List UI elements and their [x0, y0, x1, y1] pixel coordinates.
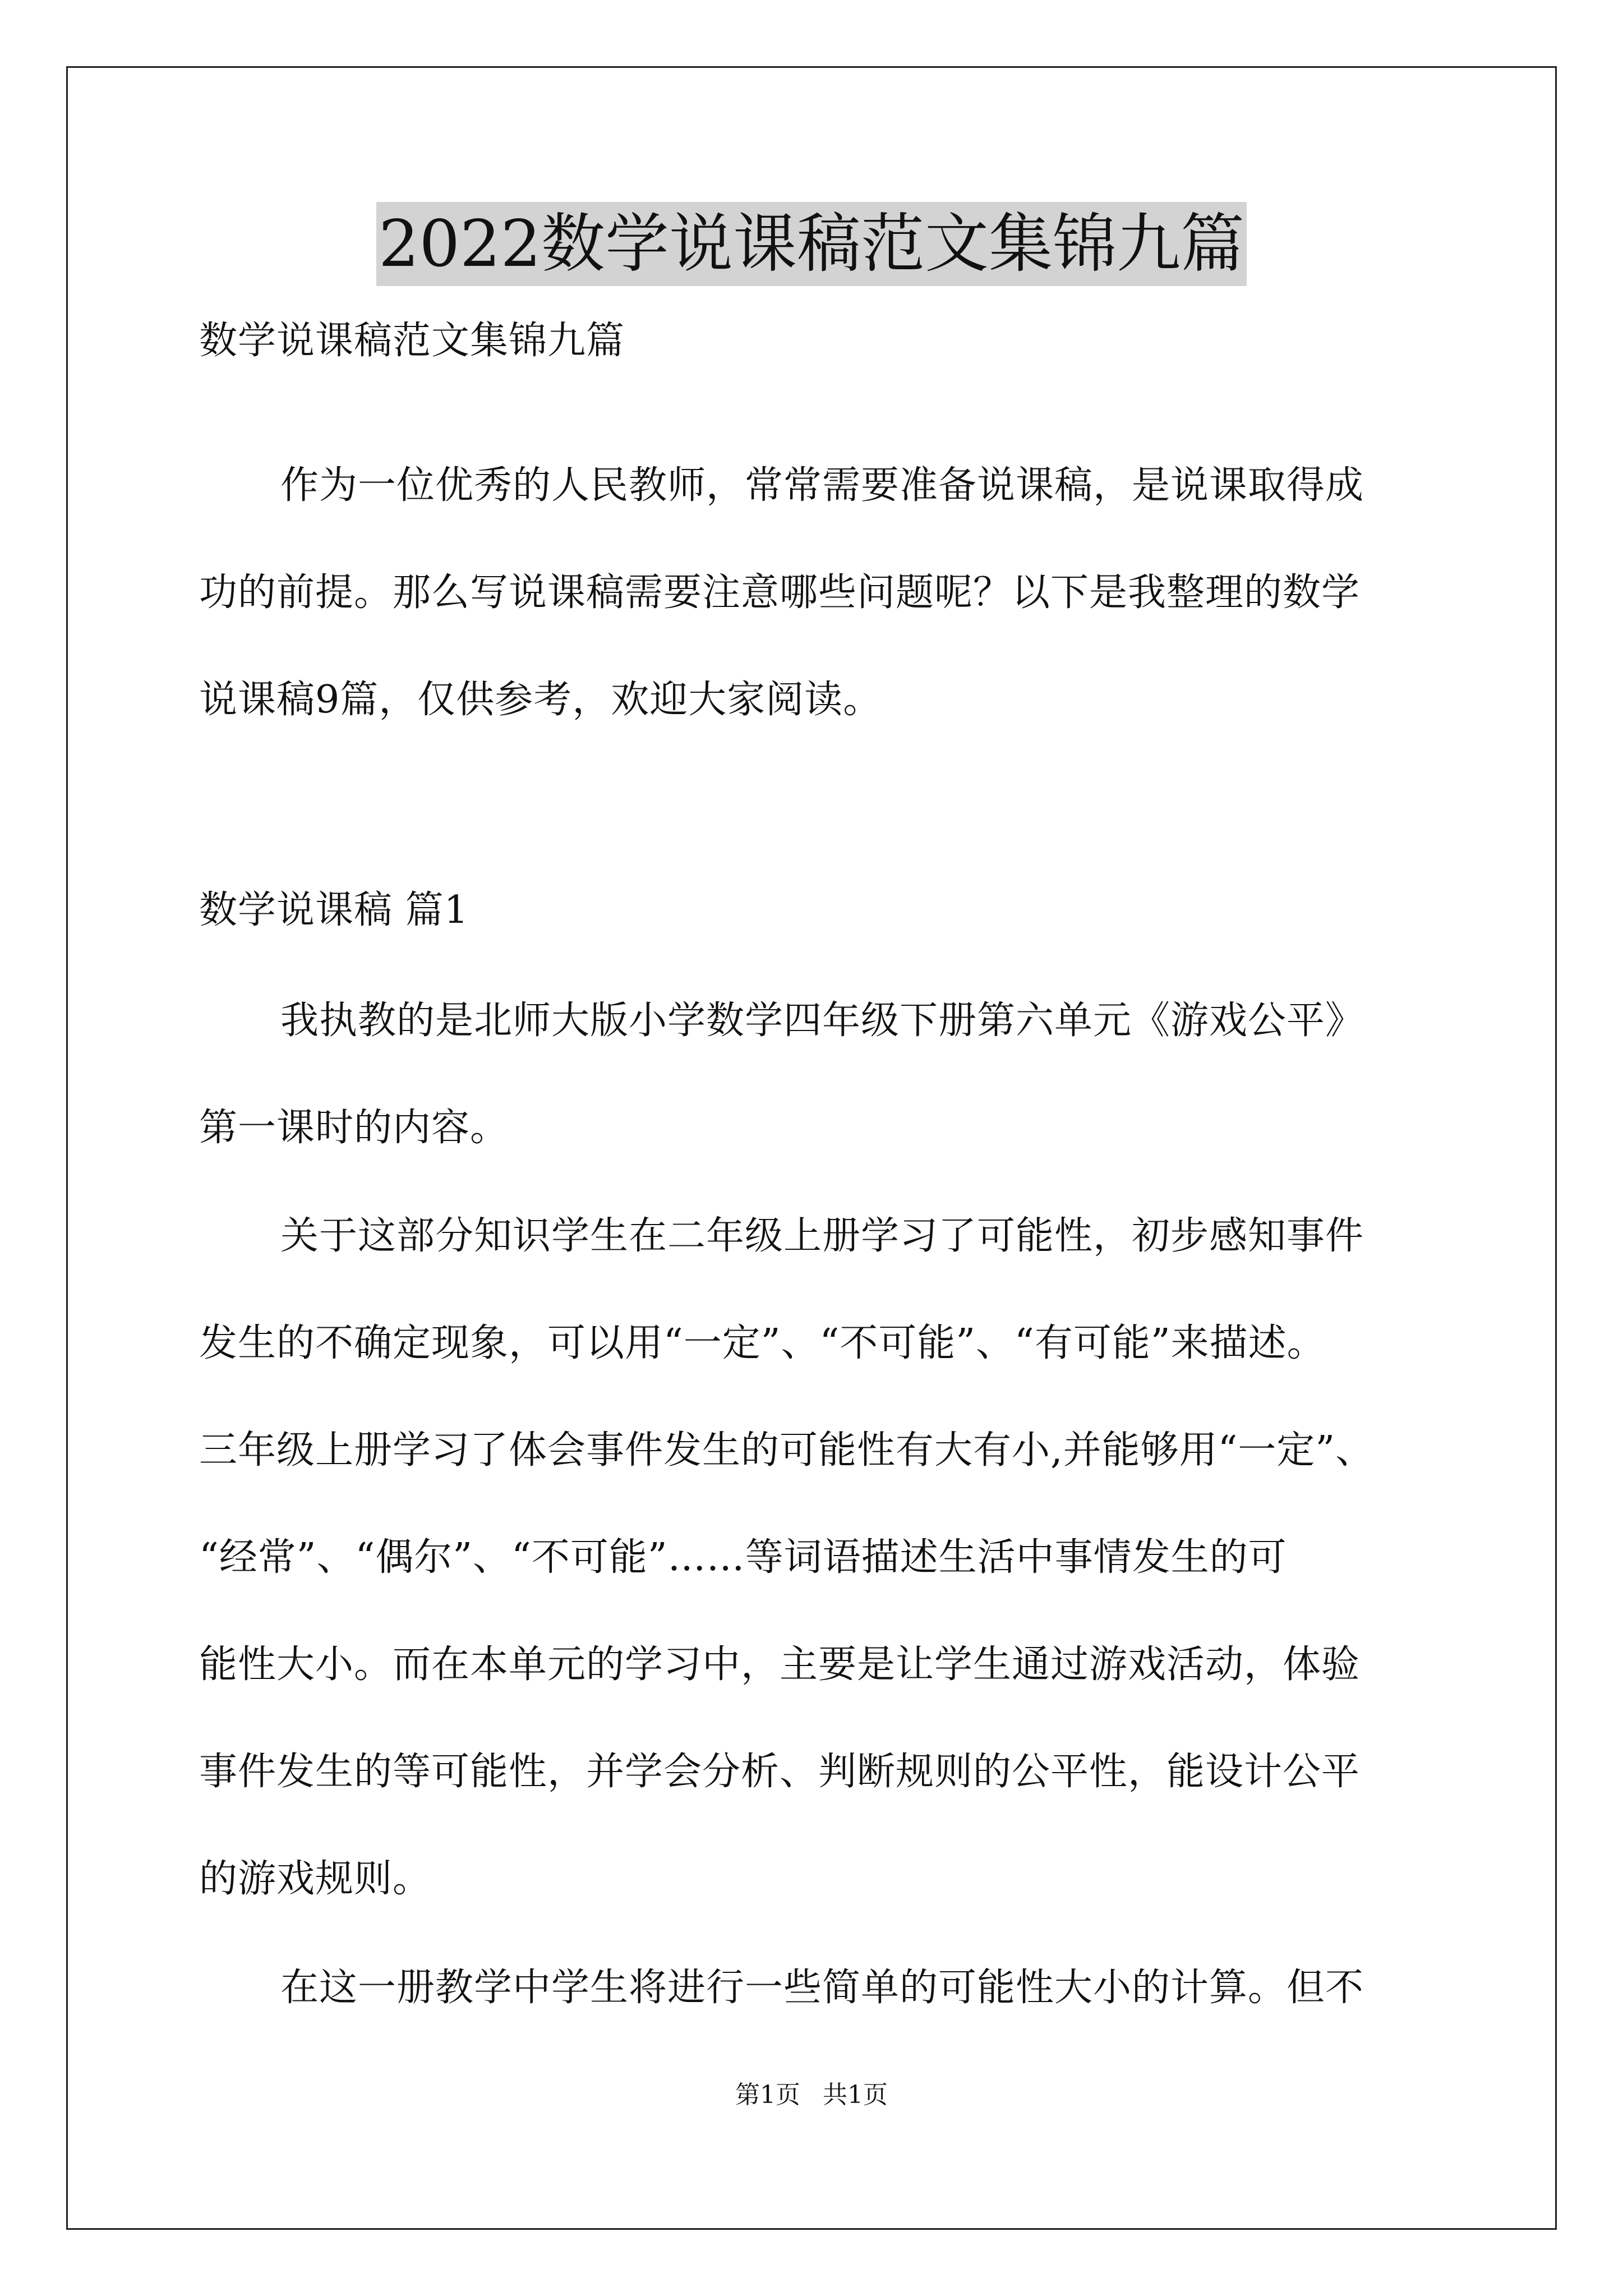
title-container — [0, 202, 1623, 286]
page-footer — [0, 2078, 1623, 2112]
intro-line-2: 功的前提。那么写说课稿需要注意哪些问题呢？以下是我整理的数学 — [199, 570, 1361, 615]
page-total: 共1页 — [823, 2081, 888, 2109]
page-number: 第1页 — [735, 2081, 800, 2109]
paragraph2-line-7: 的游戏规则。 — [199, 1857, 432, 1901]
paragraph2-line-1: 关于这部分知识学生在二年级上册学习了可能性，初步感知事件 — [280, 1214, 1364, 1258]
paragraph2-line-4: “经常”、“偶尔”、“不可能”……等词语描述生活中事情发生的可 — [199, 1535, 1287, 1580]
paragraph2-line-5: 能性大小。而在本单元的学习中，主要是让学生通过游戏活动，体验 — [199, 1642, 1361, 1687]
paragraph2-line-6: 事件发生的等可能性，并学会分析、判断规则的公平性，能设计公平 — [199, 1750, 1361, 1794]
paragraph2-line-3: 三年级上册学习了体会事件发生的可能性有大有小,并能够用“一定”、 — [199, 1428, 1375, 1473]
intro-line-1: 作为一位优秀的人民教师，常常需要准备说课稿，是说课取得成 — [280, 463, 1364, 508]
paragraph3-line-1: 在这一册教学中学生将进行一些简单的可能性大小的计算。但不 — [280, 1966, 1364, 2010]
document-subtitle: 数学说课稿范文集锦九篇 — [199, 319, 625, 363]
section-heading: 数学说课稿 篇1 — [199, 888, 469, 932]
paragraph1-line-1: 我执教的是北师大版小学数学四年级下册第六单元《游戏公平》 — [280, 999, 1364, 1043]
paragraph2-line-2: 发生的不确定现象，可以用“一定”、“不可能”、“有可能”来描述。 — [199, 1321, 1326, 1365]
document-title: 2022数学说课稿范文集锦九篇 — [376, 202, 1247, 286]
intro-line-3: 说课稿9篇，仅供参考，欢迎大家阅读。 — [199, 678, 882, 722]
paragraph1-line-2: 第一课时的内容。 — [199, 1106, 509, 1150]
